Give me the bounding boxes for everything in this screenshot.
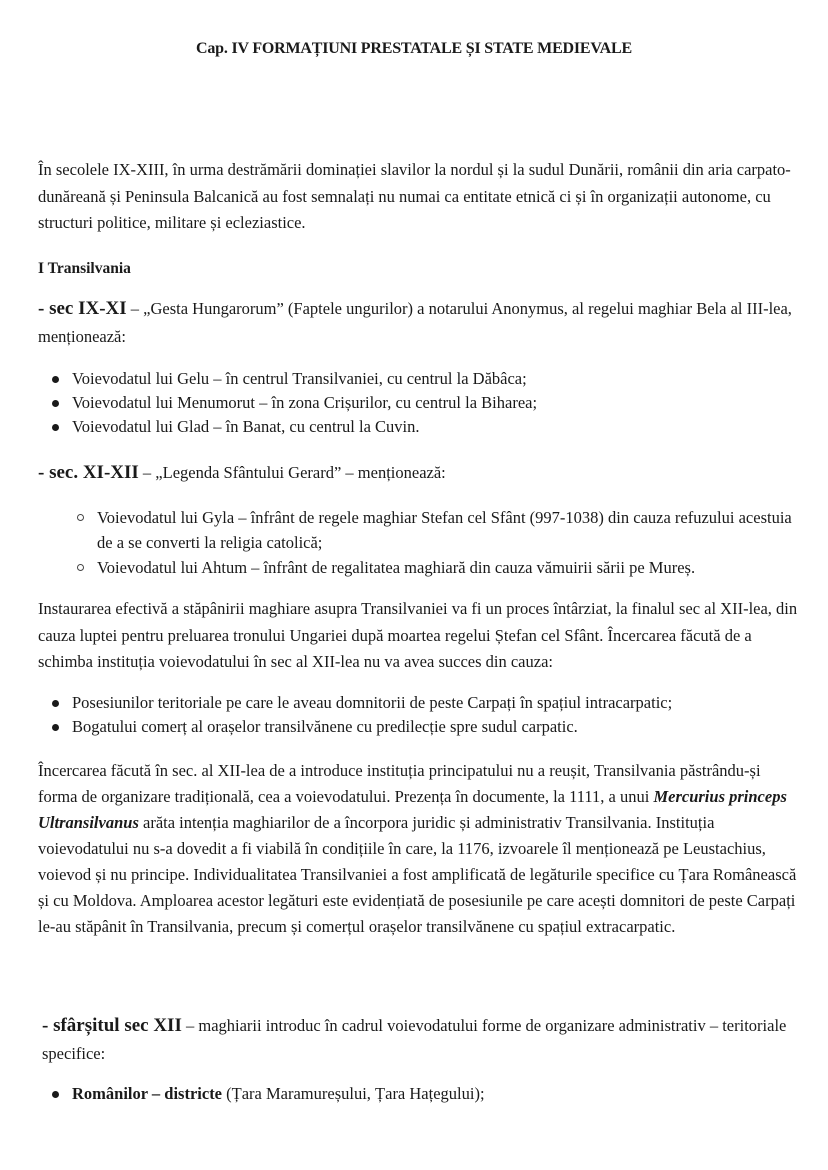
section-sec-ix-xi <box>38 295 798 351</box>
list-item: Voievodatul lui Gyla – înfrânt de regele maghiar Stefan cel Sfânt (997-1038) din cauza refuzului acestuia de a se converti la religia catolică; <box>38 505 798 555</box>
list-item: Bogatului comerț al orașelor transilvănene cu predilecție spre sudul carpatic. <box>38 715 798 739</box>
intro-paragraph: În secolele IX-XIII, în urma destrămării dominației slavilor la nordul și la sudul Dunării, românii din aria carpato-dunăreană și Peninsula Balcanică au fost semnalați nu numai ca entitate etnică ci și în organizații autonome, cu structuri politice, militare și ecleziastice. <box>38 160 791 232</box>
sec-ix-xi-text: – „Gesta Hungarorum” (Faptele ungurilor) a notarului Anonymus, al regelui maghiar Bela al III-lea, menționează: <box>38 299 792 346</box>
districts-label: Românilor – districte <box>72 1084 223 1103</box>
list-item: Voievodatul lui Glad – în Banat, cu centrul la Cuvin. <box>38 415 798 439</box>
list-item: Voievodatul lui Gelu – în centrul Transilvaniei, cu centrul la Dăbâca; <box>38 367 798 391</box>
sec-ix-xi-line <box>38 295 798 351</box>
voievodates-list <box>38 367 798 439</box>
administrative-forms-list <box>38 1082 798 1106</box>
sec-xi-xii-line <box>38 459 798 487</box>
principality-text-before: Încercarea făcută în sec. al XII-lea de a introduce instituția principatului nu a reușit, Transilvania păstrându-și forma de organizare tradițională, cea a voievodatului. Prezența în documente, la 1111, a unui <box>38 761 761 806</box>
hungarian-rule-paragraph: Instaurarea efectivă a stăpânirii maghiare asupra Transilvaniei va fi un proces întârziat, la finalul sec al XII-lea, din cauza luptei pentru preluarea tronului Ungariei după moartea regelui Ștefan cel Sfânt. Încercarea făcută de a schimba instituția voievodatului în sec al XII-lea nu va avea succes din cauza: <box>38 599 798 671</box>
principality-text-after: arăta intenția maghiarilor de a încorpora juridic și administrativ Transilvania. Instituția voievodatului nu s-a dovedit a fi viabilă în condițiile în care, la 1176, izvoarele îl menționează pe Leustachius, voievod și nu principe. Individualitatea Transilvaniei a fost amplificată de legăturile specifice cu Țara Românească și cu Moldova. Amploarea acestor legături este evidențiată de posesiunile pe care acești domnitori de peste Carpați le-au stăpânit în Transilvania, precum și comerțul orașelor transilvănene cu spațiul extracarpatic. <box>38 813 797 936</box>
list-item: Voievodatul lui Menumorut – în zona Crișurilor, cu centrul la Biharea; <box>38 391 798 415</box>
sec-xi-xii-text: – „Legenda Sfântului Gerard” – menționează: <box>138 463 446 482</box>
districts-text: (Țara Maramureșului, Țara Hațegului); <box>222 1084 485 1103</box>
mercurius-emphasis: Mercurius princeps Ultransilvanus <box>38 787 787 832</box>
section-sec-xi-xii <box>38 459 798 487</box>
list-item: Voievodatul lui Ahtum – înfrânt de regalitatea maghiară din cauza vămuirii sării pe Mureș. <box>38 555 798 580</box>
end-sec-xii-line <box>42 1012 802 1068</box>
list-item <box>38 1082 798 1106</box>
end-sec-xii-text: – maghiarii introduc în cadrul voievodatului forme de organizare administrativ – teritoriale specifice: <box>42 1016 787 1063</box>
chapter-title: Cap. IV FORMAȚIUNI PRESTATALE ȘI STATE MEDIEVALE <box>196 40 632 57</box>
gerard-legend-list <box>38 505 798 580</box>
list-item: Posesiunilor teritoriale pe care le aveau domnitorii de peste Carpați în spațiul intracarpatic; <box>38 691 798 715</box>
section-end-sec-xii <box>42 1012 802 1068</box>
principality-paragraph <box>38 758 798 940</box>
causes-list <box>38 691 798 739</box>
sec-xi-xii-label: - sec. XI-XII <box>38 462 139 483</box>
sec-ix-xi-label: - sec IX-XI <box>38 298 127 319</box>
section-heading-transilvania: I Transilvania <box>38 260 131 277</box>
end-sec-xii-label: - sfârșitul sec XII <box>42 1015 182 1036</box>
